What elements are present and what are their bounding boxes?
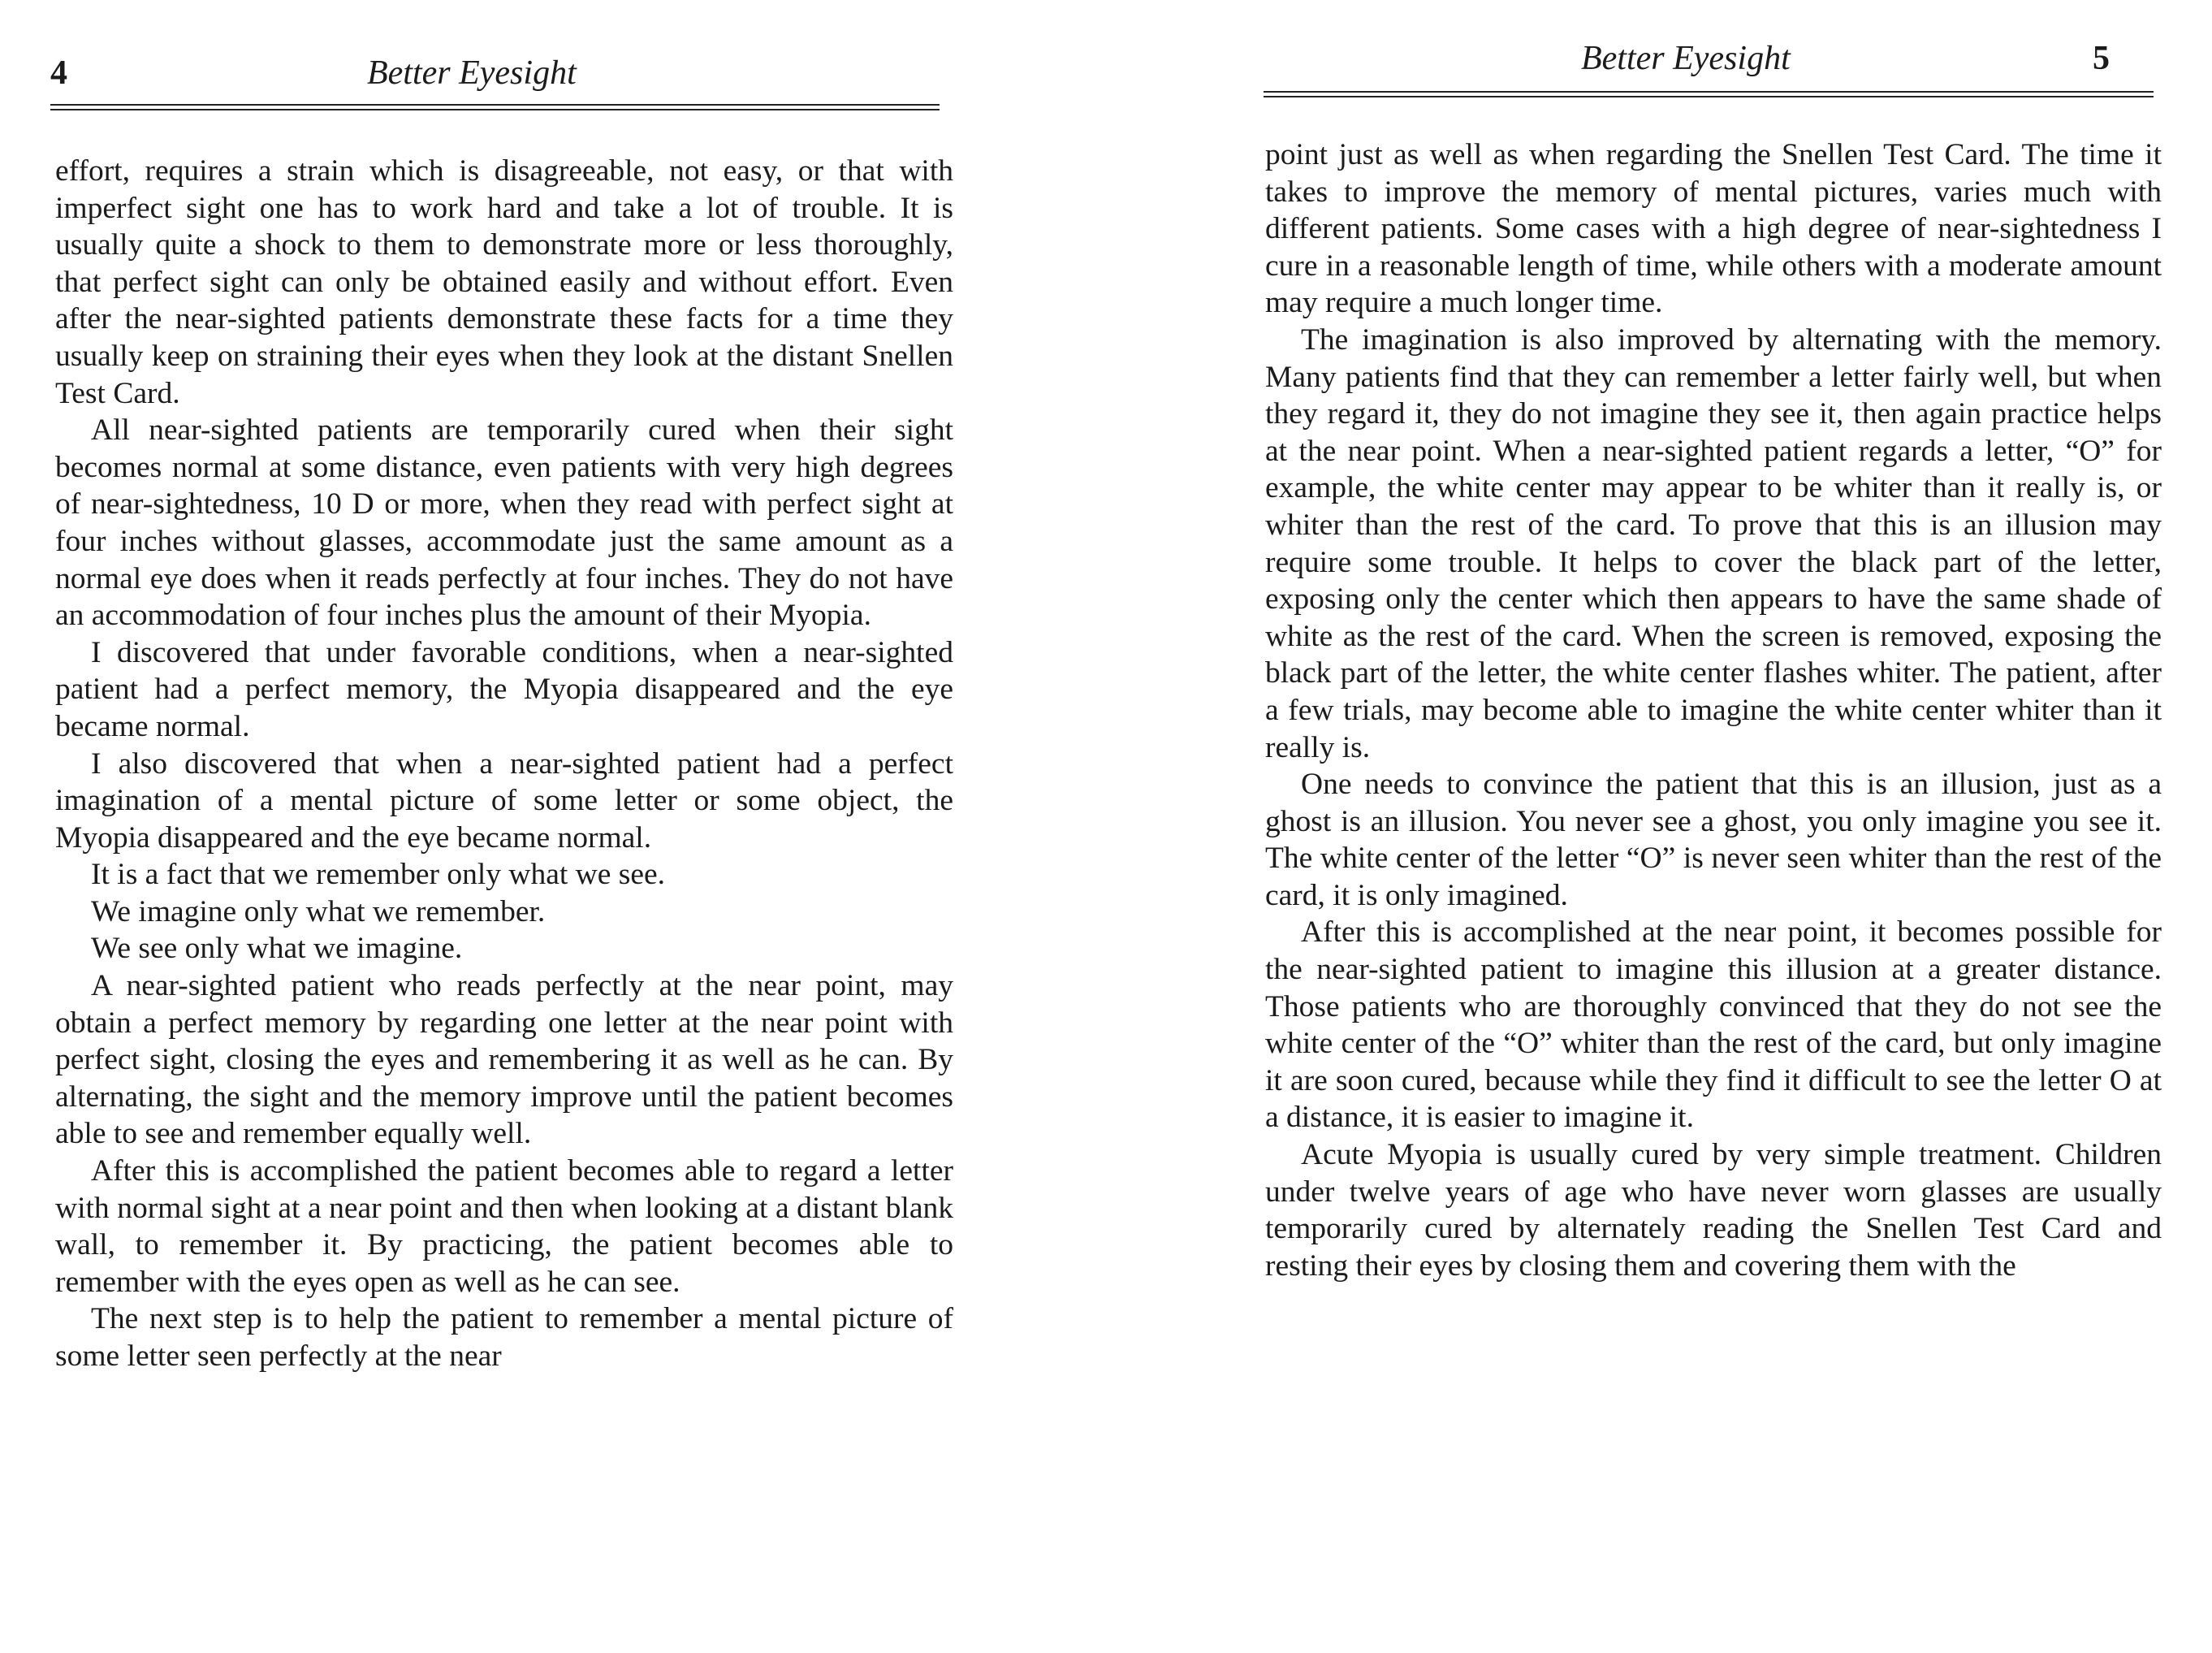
running-title: Better Eyesight [367, 54, 577, 92]
paragraph: It is a fact that we remember only what we see. [91, 858, 666, 892]
left-page [0, 0, 1007, 1653]
paragraph: I also discovered that when a near-sighted patient had a perfect imagination of a mental picture of some letter or some object, the Myopia disappeared and the eye became normal. [55, 746, 953, 855]
paragraph: I discovered that under favorable conditions, when a near-sighted patient had a perfect memory, the Myopia disappeared and the eye became normal. [55, 635, 953, 743]
paragraph: After this is accomplished the patient becomes able to regard a letter with normal sight at a near point and then when looking at a distant blank wall, to remember it. By practicing, the patient becomes able to remember with the eyes open as well as he can see. [55, 1154, 953, 1299]
paragraph: Acute Myopia is usually cured by very simple treatment. Children under twelve years of age who have never worn glasses are usually temporarily cured by alternately reading the Snellen Test Card and resting their eyes by closing them and covering them with the [1265, 1138, 2162, 1283]
paragraph: After this is accomplished at the near point, it becomes possible for the near-sighted patient to imagine this illusion at a greater distance. Those patients who are thoroughly convinced that they do not see the white center of the “O” whiter than the rest of the card, but only imagine it are soon cured, because while they find it difficult to see the letter O at a distance, it is easier to imagine it. [1265, 915, 2162, 1135]
paragraph: The imagination is also improved by alternating with the memory. Many patients find that they can remember a letter fairly well, but when they regard it, they do not imagine they see it, then again practice helps at the near point. When a near-sighted patient regards a letter, “O” for example, the white center may appear to be whiter than it really is, or whiter than the rest of the card. To prove that this is an illusion may require some trouble. It helps to cover the black part of the letter, exposing only the center which then appears to have the same shade of white as the rest of the card. When the screen is removed, exposing the black part of the letter, the white center flashes whiter. The patient, after a few trials, may become able to imagine the white center whiter than it really is. [1265, 322, 2162, 764]
paragraph: One needs to convince the patient that this is an illusion, just as a ghost is an illusion. You never see a ghost, you only imagine you see it. The white center of the letter “O” is never seen whiter than the rest of the card, it is only imagined. [1265, 768, 2162, 912]
paragraph: effort, requires a strain which is disagreeable, not easy, or that with imperfect sight one has to work hard and take a lot of trouble. It is usually quite a shock to them to demonstrate more or less thoroughly, that perfect sight can only be obtained easily and without effort. Even after the near-sighted patients demonstrate these facts for a time they usually keep on straining their eyes when they look at the distant Snellen Test Card. [55, 154, 953, 410]
left-page-body [55, 153, 953, 1375]
paragraph: A near-sighted patient who reads perfectly at the near point, may obtain a perfect memory by regarding one letter at the near point with perfect sight, closing the eyes and remembering it as well as he can. By alternating, the sight and the memory improve until the patient becomes able to see and remember equally well. [55, 969, 953, 1151]
paragraph: All near-sighted patients are temporarily cured when their sight becomes normal at some distance, even patients with very high degrees of near-sightedness, 10 D or more, when they read with perfect sight at four inches without glasses, accommodate just the same amount as a normal eye does when it reads perfectly at four inches. They do not have an accommodation of four inches plus the amount of their Myopia. [55, 413, 953, 633]
right-page-header [1137, 0, 2212, 77]
header-rule [1264, 91, 2154, 97]
page-number: 5 [2093, 40, 2110, 77]
paragraph: The next step is to help the patient to remember a mental picture of some letter seen perfectly at the near [55, 1302, 953, 1373]
paragraph: We imagine only what we remember. [91, 894, 546, 928]
right-page [1137, 0, 2212, 1653]
page-number: 4 [50, 54, 67, 92]
right-page-body [1265, 136, 2162, 1284]
running-title: Better Eyesight [1581, 40, 1791, 77]
paragraph: point just as well as when regarding the Snellen Test Card. The time it takes to improve the memory of mental pictures, varies much with different patients. Some cases with a high degree of near-sightedness I cure in a reasonable length of time, while others with a moderate amount may require a much longer time. [1265, 138, 2162, 320]
left-page-header [0, 0, 1007, 92]
paragraph: We see only what we imagine. [91, 932, 463, 966]
header-rule [50, 104, 940, 110]
